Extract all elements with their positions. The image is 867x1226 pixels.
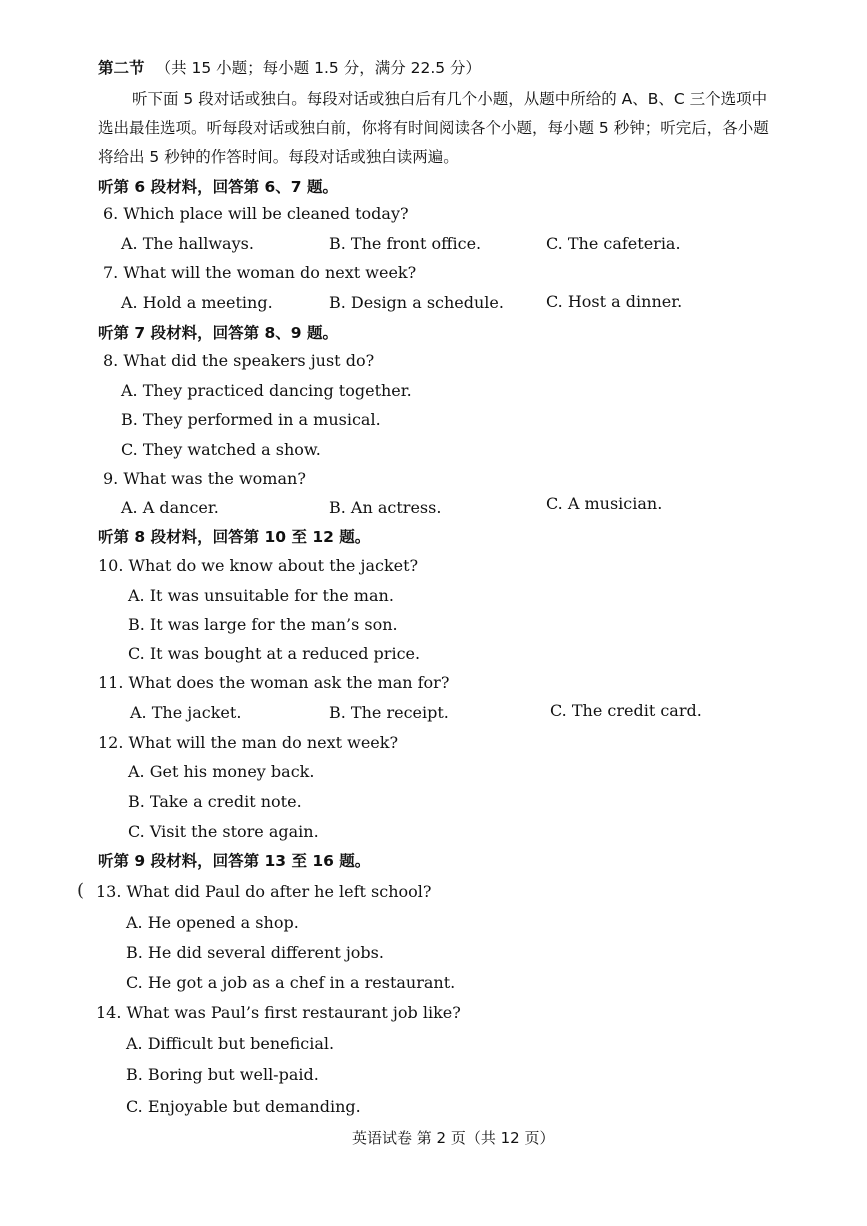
question-12: 12. What will the man do next week?	[98, 733, 399, 752]
option-12c: C. Visit the store again.	[128, 822, 319, 841]
group-heading-7: 听第 7 段材料，回答第 8、9 题。	[98, 324, 338, 342]
option-6a: A. The hallways.	[121, 234, 254, 253]
question-9: 9. What was the woman?	[103, 469, 306, 488]
question-7: 7. What will the woman do next week?	[103, 263, 417, 282]
option-7a: A. Hold a meeting.	[121, 293, 273, 312]
option-8a: A. They practiced dancing together.	[121, 381, 412, 400]
instruction-line-3: 将给出 5 秒钟的作答时间。每段对话或独白读两遍。	[98, 148, 459, 166]
group-heading-9: 听第 9 段材料，回答第 13 至 16 题。	[98, 852, 371, 870]
option-12a: A. Get his money back.	[128, 762, 315, 781]
option-9c: C. A musician.	[546, 494, 663, 513]
option-7c: C. Host a dinner.	[546, 292, 683, 311]
section-title: 第二节	[98, 59, 145, 77]
instruction-line-1: 听下面 5 段对话或独白。每段对话或独白后有几个小题，从题中所给的 A、B、C 三个选项中	[132, 90, 768, 108]
option-14b: B. Boring but well-paid.	[126, 1065, 319, 1084]
option-8b: B. They performed in a musical.	[121, 410, 381, 429]
option-14a: A. Difficult but beneficial.	[126, 1034, 335, 1053]
option-6c: C. The cafeteria.	[546, 234, 681, 253]
group-heading-6: 听第 6 段材料，回答第 6、7 题。	[98, 178, 338, 196]
option-11a: A. The jacket.	[130, 703, 242, 722]
option-10b: B. It was large for the man’s son.	[128, 615, 398, 634]
option-10c: C. It was bought at a reduced price.	[128, 644, 421, 663]
group-heading-8: 听第 8 段材料，回答第 10 至 12 题。	[98, 528, 371, 546]
question-11: 11. What does the woman ask the man for?	[98, 673, 450, 692]
question-13: 13. What did Paul do after he left school?	[96, 882, 432, 901]
option-8c: C. They watched a show.	[121, 440, 321, 459]
question-14: 14. What was Paul’s first restaurant job like?	[96, 1003, 461, 1022]
option-9a: A. A dancer.	[121, 498, 219, 517]
section-meta: （共 15 小题；每小题 1.5 分，满分 22.5 分）	[155, 59, 482, 77]
section-header	[98, 58, 481, 78]
option-13c: C. He got a job as a chef in a restaurant.	[126, 973, 456, 992]
option-7b: B. Design a schedule.	[329, 293, 504, 312]
option-11c: C. The credit card.	[550, 701, 702, 720]
question-6: 6. Which place will be cleaned today?	[103, 204, 409, 223]
option-11b: B. The receipt.	[329, 703, 449, 722]
option-14c: C. Enjoyable but demanding.	[126, 1097, 361, 1116]
option-6b: B. The front office.	[329, 234, 482, 253]
handwritten-mark: (	[77, 880, 85, 901]
question-10: 10. What do we know about the jacket?	[98, 556, 419, 575]
question-8: 8. What did the speakers just do?	[103, 351, 375, 370]
instruction-line-2: 选出最佳选项。听每段对话或独白前，你将有时间阅读各个小题，每小题 5 秒钟；听完后，各小题	[98, 119, 769, 137]
option-13a: A. He opened a shop.	[126, 913, 299, 932]
page-footer: 英语试卷 第 2 页（共 12 页）	[352, 1129, 555, 1147]
option-9b: B. An actress.	[329, 498, 442, 517]
option-10a: A. It was unsuitable for the man.	[128, 586, 394, 605]
option-13b: B. He did several different jobs.	[126, 943, 384, 962]
option-12b: B. Take a credit note.	[128, 792, 302, 811]
